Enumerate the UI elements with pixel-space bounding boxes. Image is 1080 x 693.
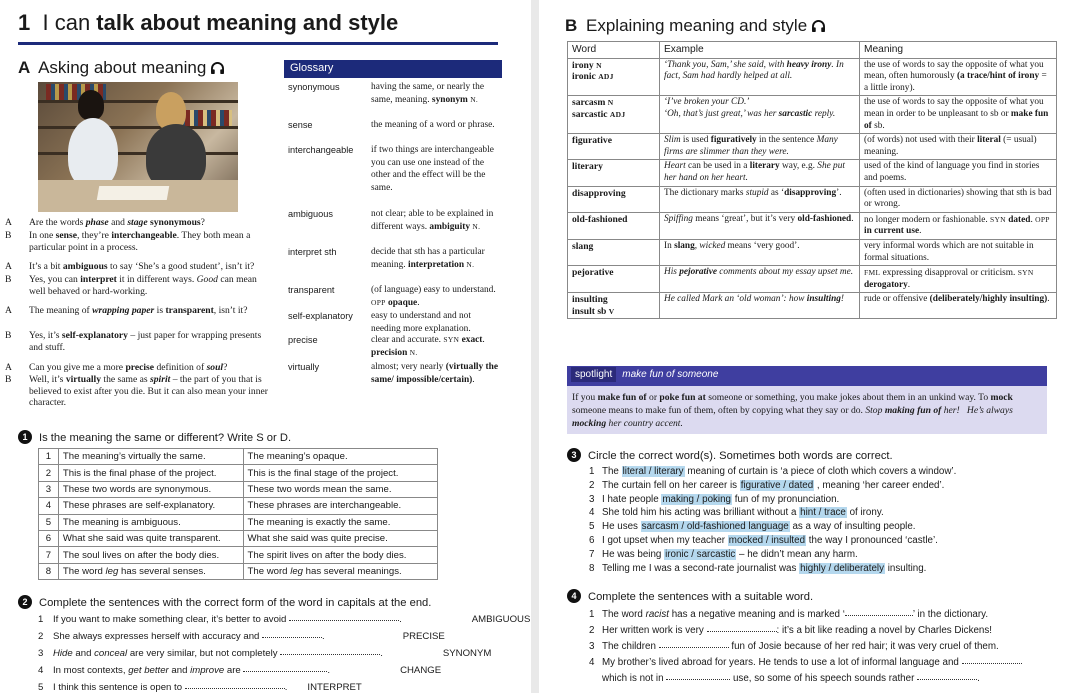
grammar-label: V [608,306,615,316]
exercise-item: 2 The curtain fell on her career is figurative / dated , meaning ‘her career ended’. [589,479,945,491]
word-cell: pejorative [568,266,660,293]
answer-blank[interactable] [707,631,777,632]
table-row [568,266,1057,293]
exercise-item: 5 He uses sarcasm / old-fashioned language as a way of insulting people. [589,521,916,533]
example-cell: Slim is used figuratively in the sentence Many firms are slimmer than they were. [660,134,860,160]
exercise-item: which is not in use, so some of his speech sounds rather . [602,673,980,684]
grammar-label: N. [466,259,475,269]
glossary-term: interchangeable [288,145,354,155]
word-table [567,41,1057,319]
sentence-b: These two words mean the same. [243,481,437,497]
glossary-definition: (of language) easy to understand. OPP opaque. [371,285,496,308]
sentence-a: What she said was quite transparent. [58,530,243,546]
unit-title: 1 I can talk about meaning and style [18,10,399,35]
exercise-item: 1 The literal / literary meaning of curtain is ‘a piece of cloth which covers a window’. [589,466,957,477]
example-cell: His pejorative comments about my essay upset me. [660,266,860,293]
table-row [568,186,1057,212]
spotlight-tag: spotlight [571,367,616,382]
meaning-cell: the use of words to say the opposite of what you mean, often humorously (a trace/hint of irony = a little irony). [860,58,1057,96]
sentence-b: The spirit lives on after the body dies. [243,547,437,563]
sentence-a: These phrases are self-explanatory. [58,498,243,514]
example-cell: He called Mark an ‘old woman’: how insulting! [660,293,860,319]
grammar-label: ADJ [609,109,626,119]
headphones-icon[interactable] [210,62,225,74]
word-cell: insulting insult sb V [568,293,660,319]
sentence-b: The word leg has several meanings. [243,563,437,579]
meaning-cell: (often used in dictionaries) showing that sth is bad or wrong. [860,186,1057,212]
answer-blank[interactable] [659,647,729,648]
glossary-term: interpret sth [288,247,337,257]
row-number: 8 [39,563,59,579]
exercise-item: 8 Telling me I was a second-rate journalist was highly / deliberately insulting. [589,562,927,574]
grammar-label: FML [864,268,881,278]
dialog-line: B Well, it’s virtually the same as spirit – the part of you that is believed to exist after you die. But it can also mean your inner character. [5,374,268,408]
answer-blank[interactable] [280,654,380,655]
exercise-item: 5 I think this sentence is open to . INTERPRET [38,682,362,693]
example-cell: Spiffing means ‘great’, but it’s very old-fashioned. [660,212,860,239]
table-row [39,530,438,546]
section-a-heading: A Asking about meaning [18,58,225,78]
word-cell: sarcasm N sarcastic ADJ [568,96,660,134]
exercise-1-table [38,448,438,580]
sentence-b: The meaning is exactly the same. [243,514,437,530]
table-row [568,212,1057,239]
meaning-cell: (of words) not used with their literal (= usual) meaning. [860,134,1057,160]
unit-title-rule [18,42,498,45]
grammar-label: N. [409,347,418,357]
glossary-definition: if two things are interchangeable you can use one instead of the other and the effect will be the same. [371,145,494,193]
dialog-line: B Yes, it’s self-explanatory – just paper for wrapping presents and stuff. [5,330,262,353]
exercise-item: 1 The word racist has a negative meaning and is marked ‘ ’ in the dictionary. [589,609,989,620]
table-row [39,498,438,514]
meaning-cell: very informal words which are not suitable in formal situations. [860,239,1057,265]
grammar-label: N [607,98,614,108]
spotlight-title: make fun of someone [622,369,719,380]
word-choice[interactable]: making / poking [662,493,731,505]
meaning-cell: rude or offensive (deliberately/highly insulting). [860,293,1057,319]
dialog-line: A The meaning of wrapping paper is transparent, isn’t it? [5,305,248,316]
dialog-line: B Yes, you can interpret it in different ways. Good can mean well behaved or hard-working. [5,274,257,297]
exercise-item: 3 The children fun of Josie because of her red hair; it was very cruel of them. [589,641,999,652]
exercise-item: 3 Hide and conceal are very similar, but not completely . SYNONYM [38,648,492,659]
table-row [39,481,438,497]
exercise-item: 1 If you want to make something clear, it’s better to avoid . AMBIGUOUS [38,614,531,625]
exercise-3-heading: 3 Circle the correct word(s). Sometimes both words are correct. [567,448,893,462]
sentence-a: These two words are synonymous. [58,481,243,497]
column-header-word: Word [568,42,660,59]
row-number: 2 [39,465,59,481]
answer-blank[interactable] [289,620,399,621]
sentence-a: This is the final phase of the project. [58,465,243,481]
row-number: 5 [39,514,59,530]
table-row [568,96,1057,134]
sentence-a: The word leg has several senses. [58,563,243,579]
glossary-term: synonymous [288,82,340,92]
exercise-item: 3 I hate people making / poking fun of my pronunciation. [589,493,840,505]
word-cell: figurative [568,134,660,160]
table-row [568,58,1057,96]
table-row [568,134,1057,160]
answer-blank[interactable] [185,688,285,689]
glossary-term: self-explanatory [288,311,353,321]
word-cell: old-fashioned [568,212,660,239]
sentence-b: The meaning’s opaque. [243,449,437,465]
dialog-line: B In one sense, they’re interchangeable. They both mean a particular point in a process. [5,230,251,253]
sentence-a: The meaning’s virtually the same. [58,449,243,465]
exercise-item: 7 He was being ironic / sarcastic – he didn’t mean any harm. [589,548,858,560]
glossary-term: sense [288,120,313,130]
word-cell: slang [568,239,660,265]
section-b-heading: B Explaining meaning and style [565,16,826,36]
glossary-header: Glossary [284,60,502,78]
row-number: 1 [39,449,59,465]
exercise-item: 4 My brother’s lived abroad for years. He tends to use a lot of informal language and [589,657,1022,668]
headphones-icon[interactable] [811,20,826,32]
word-choice[interactable]: sarcasm / old-fashioned language [641,521,789,533]
dialog-line: A It’s a bit ambiguous to say ‘She’s a good student’, isn’t it? [5,261,255,272]
glossary-term: ambiguous [288,209,333,219]
glossary-definition: decide that sth has a particular meaning. interpretation N. [371,247,485,270]
table-row [568,293,1057,319]
table-row [568,239,1057,265]
grammar-label: ADJ [598,72,614,82]
table-row [568,160,1057,186]
grammar-label: N. [472,221,481,231]
sentence-b: What she said was quite precise. [243,530,437,546]
sentence-b: These phrases are interchangeable. [243,498,437,514]
answer-blank[interactable] [917,679,977,680]
right-page [539,0,1080,693]
example-cell: ‘I’ve broken your CD.’ ‘Oh, that’s just great,’ was her sarcastic reply. [660,96,860,134]
example-cell: Heart can be used in a literary way, e.g. She put her hand on her heart. [660,160,860,186]
example-cell: ‘Thank you, Sam,’ she said, with heavy irony. In fact, Sam had hardly helped at all. [660,58,860,96]
exercise-item: 4 She told him his acting was brilliant without a hint / trace of irony. [589,507,884,519]
word-choice[interactable]: highly / deliberately [800,562,884,574]
dialog-line: A Can you give me a more precise definition of soul? [5,362,228,373]
glossary-definition: not clear; able to be explained in different ways. ambiguity N. [371,209,494,232]
grammar-label: SYN [1017,268,1034,278]
grammar-label: OPP [1035,214,1050,224]
exercise-4-heading: 4 Complete the sentences with a suitable word. [567,589,813,603]
exercise-item: 6 I got upset when my teacher mocked / insulted the way I pronounced ‘castle’. [589,535,938,546]
glossary-definition: having the same, or nearly the same, meaning. synonym N. [371,82,484,105]
glossary-term: transparent [288,285,335,295]
row-number: 7 [39,547,59,563]
glossary-definition: easy to understand and not needing more explanation. [371,311,471,334]
glossary-term: precise [288,335,318,345]
glossary-definition: almost; very nearly (virtually the same/ impossible/certain). [371,362,499,385]
column-header-example: Example [660,42,860,59]
exercise-item: 4 In most contexts, get better and improve are . CHANGE [38,665,442,676]
word-choice[interactable]: ironic / sarcastic [665,548,736,560]
row-number: 6 [39,530,59,546]
table-row [39,449,438,465]
word-choice[interactable]: hint / trace [800,507,846,519]
glossary-term: virtually [288,362,320,372]
meaning-cell: no longer modern or fashionable. SYN dated. OPP in current use. [860,212,1057,239]
left-page [0,0,531,693]
word-choice[interactable]: figurative / dated [740,479,814,491]
grammar-label: SYN [990,214,1006,224]
row-number: 4 [39,498,59,514]
glossary-definition: the meaning of a word or phrase. [371,120,495,130]
answer-blank[interactable] [845,615,913,616]
answer-blank[interactable] [962,663,1022,664]
meaning-cell: the use of words to say the opposite of what you mean in order to be unpleasant to sb or make fun of sb. [860,96,1057,134]
table-row [39,514,438,530]
spotlight-header [567,366,1047,386]
spotlight-body: If you make fun of or poke fun at someone or something, you make jokes about them in an unkind way. To mock someone means to make fun of them, often by copying what they say or do. Stop making fun of her! He’s always mocking her country accent. [572,392,1013,429]
column-header-meaning: Meaning [860,42,1057,59]
dialog-line: A Are the words phase and stage synonymous? [5,217,205,228]
table-row [39,563,438,579]
example-cell: In slang, wicked means ‘very good’. [660,239,860,265]
exercise-item: 2 Her written work is very : it’s a bit like reading a novel by Charles Dickens! [589,625,992,636]
answer-blank[interactable] [666,679,730,680]
grammar-label: N. [470,94,479,104]
example-cell: The dictionary marks stupid as ‘disapproving’. [660,186,860,212]
glossary-definition: clear and accurate. SYN exact. precision N. [371,335,485,358]
answer-blank[interactable] [262,637,322,638]
exercise-1-heading: 1 Is the meaning the same or different? Write S or D. [18,430,291,444]
sentence-a: The soul lives on after the body dies. [58,547,243,563]
students-photo [38,82,238,212]
word-cell: irony N ironic ADJ [568,58,660,96]
exercise-2-heading: 2 Complete the sentences with the correct form of the word in capitals at the end. [18,595,431,609]
table-row [39,547,438,563]
sentence-b: This is the final stage of the project. [243,465,437,481]
spotlight-box [567,366,1047,434]
meaning-cell: used of the kind of language you find in stories and poems. [860,160,1057,186]
table-row [39,465,438,481]
grammar-label: N [596,60,602,70]
word-cell: literary [568,160,660,186]
row-number: 3 [39,481,59,497]
grammar-label: OPP [371,297,386,307]
sentence-a: The meaning is ambiguous. [58,514,243,530]
word-choice[interactable]: mocked / insulted [728,535,806,546]
exercise-item: 2 She always expresses herself with accuracy and . PRECISE [38,631,445,642]
word-cell: disapproving [568,186,660,212]
meaning-cell: FML expressing disapproval or criticism. SYN derogatory. [860,266,1057,293]
grammar-label: SYN [443,335,460,344]
word-choice[interactable]: literal / literary [622,466,684,477]
answer-blank[interactable] [243,671,327,672]
